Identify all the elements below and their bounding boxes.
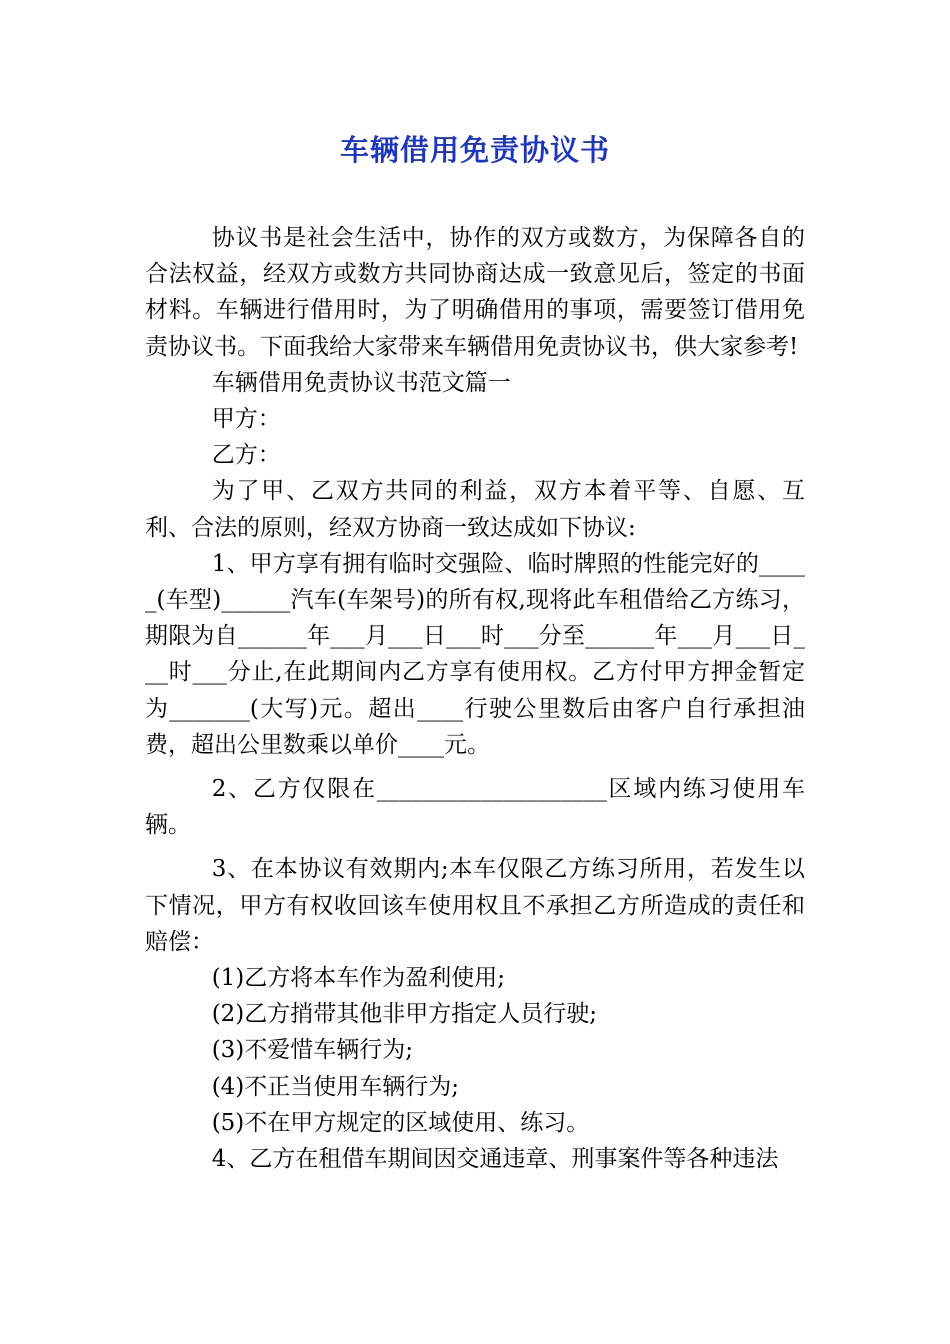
clause-3-item-1: (1)乙方将本车作为盈利使用; [211,965,506,992]
clause-4: 4、乙方在租借车期间因交通违章、刑事案件等各种违法 [211,1146,779,1173]
document-title: 车辆借用免责协议书 [339,133,610,167]
clause-3-item-2: (2)乙方捎带其他非甲方指定人员行驶; [211,1001,598,1028]
clause-3-item-5: (5)不在甲方规定的区域使用、练习。 [211,1109,590,1136]
clause-3-item-3: (3)不爱惜车辆行为; [211,1037,414,1064]
preamble-paragraph: 为了甲、乙双方共同的利益，双方本着平等、自愿、互利、合法的原则，经双方协商一致达成如下协议: [145,478,805,541]
clause-3: 3、在本协议有效期内;本车仅限乙方练习所用，若发生以下情况，甲方有权收回该车使用权且不承担乙方所造成的责任和赔偿： [145,856,805,955]
document-body [145,220,805,1177]
party-b-line: 乙方： [211,442,281,469]
sample-heading: 车辆借用免责协议书范文篇一 [211,369,511,396]
party-a-line: 甲方： [211,406,281,433]
clause-3-item-4: (4)不正当使用车辆行为; [211,1073,460,1100]
clause-1: 1、甲方享有拥有临时交强险、临时牌照的性能完好的_____(车型)______汽车(车架号)的所有权,现将此车租借给乙方练习，期限为自______年___月___日___时___分至______年___月___日___时___分止,在此期间内乙方享有使用权。乙方付甲方押金暂定为_______(大写)元。超出____行驶公里数后由客户自行承担油费，超出公里数乘以单价____元。 [145,550,805,758]
intro-paragraph: 协议书是社会生活中，协作的双方或数方，为保障各自的合法权益，经双方或数方共同协商达成一致意见后，签定的书面材料。车辆进行借用时，为了明确借用的事项，需要签订借用免责协议书。下面我给大家带来车辆借用免责协议书，供大家参考! [145,225,805,360]
clause-2: 2、乙方仅限在____________________区域内练习使用车辆。 [145,776,805,839]
